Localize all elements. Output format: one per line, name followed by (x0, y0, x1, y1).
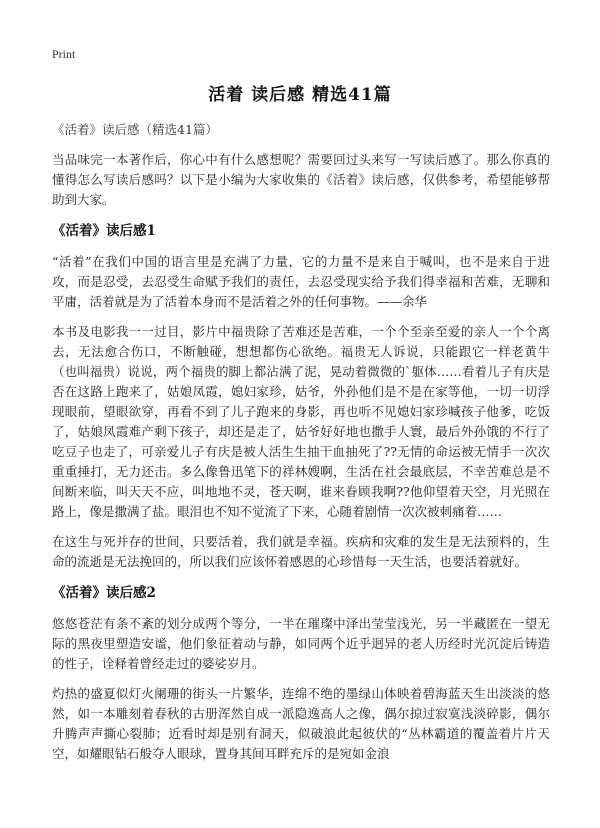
section-heading-1: 《活着》读后感1 (52, 223, 156, 239)
section1-paragraph-2: 本书及电影我一一过目，影片中福贵除了苦难还是苦难，一个个至亲至爱的亲人一个个离去，无法愈合伤口，不断触碰，想想都伤心欲绝。福贵无人诉说，只能跟它一样老黄牛（也叫福贵）说说，两个福贵的脚上都沾满了泥，晃动着微微的`躯体……看着儿子有庆是否在这路上跑来了，姑娘凤霞，媳妇家珍，姑爷，外孙他们是不是在家等他，一切一切浮现眼前，望眼欲穿，再看不到了儿子跑来的身影，再也听不见媳妇家珍喊孩子他爹，吃饭了，姑娘凤霞难产剩下孩子，却还是走了，姑爷好好地也撒手人寰，最后外孙饿的不行了吃豆子也走了，可亲爱儿子有庆是被人活生生抽干血抽死了??无情的命运被无情手一次次重重捶打，无力还击。多么像鲁迅笔下的祥林嫂啊，生活在社会最底层，不幸苦难总是不间断来临，叫天天不应，叫地地不灵，苍天啊，谁来眷顾我啊??他仰望着天空，月光照在路上，像是撒满了盐。眼泪也不知不觉流了下来，心随着剧情一次次被刺痛着…… (52, 324, 550, 519)
print-label[interactable]: Print (52, 47, 76, 61)
section1-paragraph-3: 在这生与死并存的世间，只要活着，我们就是幸福。疾病和灾难的发生是无法预料的，生命的流逝是无法挽回的，所以我们应该怀着感恩的心珍惜每一天生活，也要活着就好。 (52, 534, 550, 569)
document-subtitle: 《活着》读后感（精选41篇） (52, 122, 218, 137)
section2-paragraph-2: 灼热的盛夏似灯火阑珊的街头一片繁华，连绵不绝的墨绿山体映着碧海蓝天生出淡淡的悠然，如一本雕刻着春秋的古册浑然自成一派隐逸高人之像，偶尔掠过寂寞浅淡碎影，偶尔升腾声声撕心裂肺；近看时却是别有洞天，似破浪此起彼伏的“丛林霸道的覆盖着片片天空，如耀眼钻石般夺人眼球，置身其间耳畔充斥的是宛如金浪 (52, 686, 550, 761)
intro-paragraph: 当品味完一本著作后，你心中有什么感想呢？需要回过头来写一写读后感了。那么你真的懂得怎么写读后感吗？以下是小编为大家收集的《活着》读后感，仅供参考，希望能够帮助到大家。 (52, 152, 550, 207)
section2-paragraph-1: 悠悠苍茫有条不紊的划分成两个等分，一半在璀璨中泽出莹莹浅光，另一半藏匿在一望无际的黑夜里塑造安谧，他们象征着动与静，如同两个近乎迥异的老人历经时光沉淀后铸造的性子，诠释着曾经走过的婆娑岁月。 (52, 616, 550, 671)
section-heading-2: 《活着》读后感2 (52, 585, 156, 601)
section1-paragraph-1: “活着”在我们中国的语言里是充满了力量，它的力量不是来自于喊叫，也不是来自于进攻，而是忍受，去忍受生命赋予我们的责任，去忍受现实给予我们得幸福和苦难，无聊和平庸，活着就是为了活着本身而不是活着之外的任何事物。——余华 (52, 254, 550, 309)
document-body (52, 150, 550, 774)
page-title: 活着 读后感 精选41篇 (208, 85, 392, 105)
